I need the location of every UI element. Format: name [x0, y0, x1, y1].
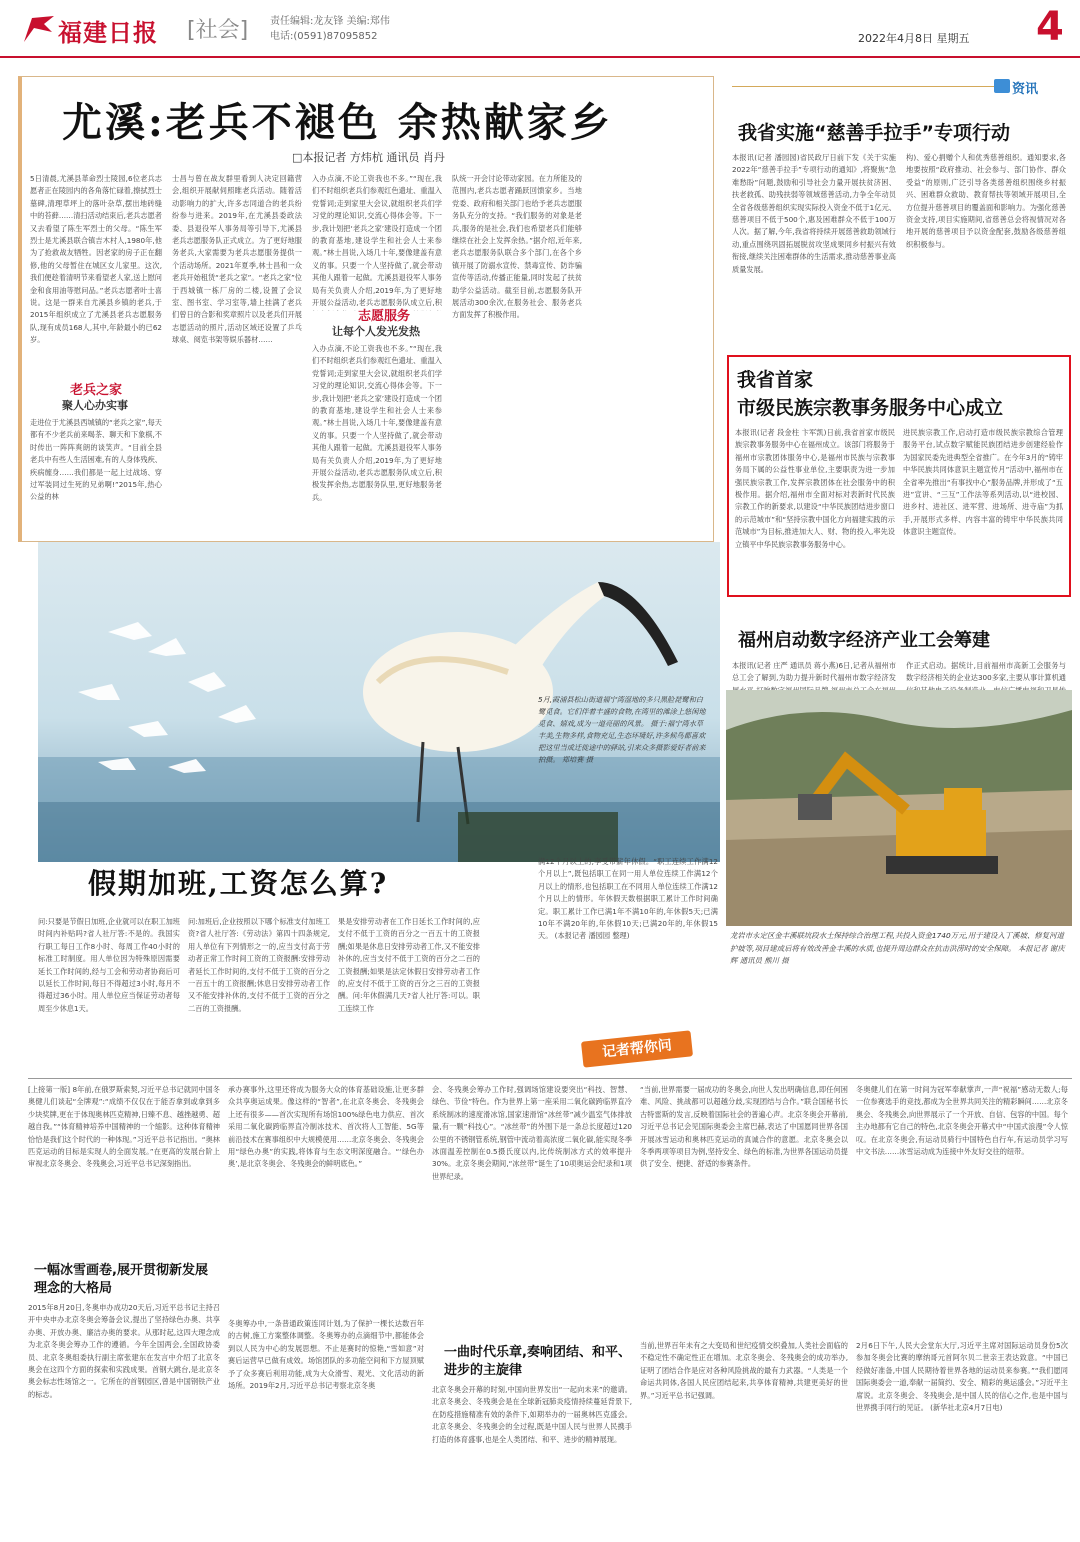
youxi-byline: □本报记者 方炜杭 通讯员 肖丹	[292, 151, 445, 164]
briefs-rule	[732, 86, 1004, 87]
lower-col3-top: 会、冬残奥会筹办工作时,强调场馆建设要突出“科技、智慧、绿色、节俭”特色。作为世界上第一座采用二氧化碳跨临界直冷系统制冰的速度滑冰馆,国家速滑馆“冰丝带”减少温室气体排放量,有一颗“科技心”。“冰丝带”的外围下是一条总长度超过120公里的不锈钢管系统,钢管中流动着高浓度二氧化碳,能实现冬季冰面温差控制在0.5摄氏度以内,比传统制冰方式的效率提升30%。北京冬奥会期间,“冰丝带”诞生了10项奥运会纪录和1项世界纪录。	[432, 1085, 632, 1181]
youxi-col1-bottom: 走进位于尤溪县西城镇的“老兵之家”,每天都有不少老兵前来喝茶、聊天和下象棋,不时传出一阵阵爽朗的谈笑声。“目前全县老兵中有些人生活困难,有的人身体残疾、疾病缠身……我们都是一起上过战场、穿过军装同过生死的兄弟啊!”2015年,热心公益的林	[30, 418, 162, 502]
section-divider	[28, 1078, 1072, 1079]
lower-col3-bottom: 北京冬奥会开幕的时刻,中国向世界发出“一起向未来”的邀请。北京冬奥会、冬残奥会是在全球新冠肺炎疫情持续蔓延背景下,在防疫措施精准有效的条件下,如期举办的一届奥林匹克盛会。北京冬奥会、冬残奥会的全过程,既是中国人民与世界人民携手打造的体育盛事,也是全人类团结、和平、进步的精神展现。	[432, 1385, 632, 1444]
lower-col2-bottom: 冬奥筹办中,一条普通政策连同计划,为了保护一棵长达数百年的古树,施工方案整体调整。冬奥筹办的点滴细节中,都能体会到以人民为中心的发展思想。不止是赛时的惊艳,“雪如意”对赛后运营早已做有成效。场馆团队的多功能空间和下方屋顶赋予了众多赛后利用功能,成为大众滑雪、观光、文化活动的新场所。2019年2月,习近平总书记考察北京冬奥	[228, 1319, 424, 1391]
lower-subheadline-2: 一曲时代乐章,奏响团结、和平、进步的主旋律	[444, 1345, 631, 1378]
construction-photo	[726, 690, 1072, 926]
youxi-col4: 队统一开会讨论带动家园。在力所能及的范围内,老兵志愿者踊跃回馈家乡。当地党委、政府和相关部门也给予老兵志愿服务队充分的支持。“我们服务的对象是老兵,服务的是社会,我们也希望老兵们能够继续在社会上发挥余热。”据介绍,近年来,老兵志愿服务队联合多个部门,在各个乡镇开展了防溺水宣传、禁毒宣传、防诈骗宣传等活动,传播正能量,同时发起了扶贫助学公益活动。截至目前,志愿服务队开展活动300余次,在服务社会、服务老兵方面发挥了积极作用。	[452, 174, 582, 320]
overtime-headline: 假期加班,工资怎么算?	[88, 867, 389, 900]
logo-text: 福建日报	[58, 18, 158, 47]
youxi-col2: 士昌与曾在战友群里看到人决定回籍营会,组织开展献伺照睢老兵活动。随着活动影响力的扩大,许多志同道合的老兵纷纷参与进来。2019年,在尤溪县委政法委、县退役军人事务局等引导下,尤溪县老兵志愿服务队正式成立。为了更好地服务老兵,大家需要为老兵志愿服务提供一个活动场所。2021年夏季,林士昌和一众老兵开始租赁“老兵之家”。“老兵之家”位于西城镇一栋厂房的二楼,设置了会议室、图书室、学习室等,墙上挂满了老兵们曾日的合影和奖章照片以及老兵们开展志愿活动的照片,活动区域还设置了乒乓球桌、阅览书架等娱乐器材……	[172, 174, 302, 345]
brief2-headline-line1: 我省首家	[737, 369, 814, 391]
brief1-body-cont: 构)、爱心捐赠个人和优秀慈善组织。通知要求,各地要按照“政府推动、社会参与、部门协作、群众受益”的原则,广泛引导各类慈善组织围绕乡村振兴、困难群众救助、教育帮扶等领域开展项目,全方位提升慈善项目的覆盖面和影响力。为强化慈善资金支持,项目实施期间,省慈善总会将视情况对各地开展的慈善项目予以资金配套,鼓励各级慈善组织积极参与。	[906, 153, 1066, 249]
overtime-col1: 问:只要是节假日加班,企业就可以在职工加班时间内补贴吗?省人社厅答:不是的。我国实行职工每日工作8小时、每周工作40小时的标准工时制度。用人单位因为特殊原因需要延长工作时间的,经与工会和劳动者协商后可以延长工作时间,每日不得超过3小时,每月不得超过36小时。用人单位应当保证劳动者每周至少休息1天。	[38, 917, 180, 1013]
stamp-label: 记者帮你问	[601, 1037, 673, 1061]
editor-line: 责任编辑:龙友锋 美编:郑伟	[270, 16, 390, 27]
spoonbill-photo	[38, 542, 720, 862]
lower-col5-bottom: 2月6日下午,人民大会堂东大厅,习近平主席对国际运动员身份5次参加冬奥会比赛的摩纳哥元首阿尔贝二世亲王表达致意。“中国已经做好准备,中国人民期待着世界各地的运动员来参赛。”“我们愿同国际奥委会一道,奉献一届简约、安全、精彩的奥运盛会。”习近平主席说。北京冬奥会、冬残奥会,是中国人民的信心之作,也是中国与世界携手同行的见证。 (新华社北京4月7日电)	[856, 1341, 1068, 1413]
brief3-body: 本报讯(记者 庄严 通讯员 蒋小燕)6日,记者从福州市总工会了解到,为助力提升新时代福州市数字经济发	[732, 661, 896, 683]
bird-photo-caption: 5月,霞浦县松山街道福宁湾湿地的多只黑脸琵鹭和白鹭觅食。它们伴着丰盛的食物,在湾里的滩涂上悠闲地觅食、嬉戏,成为一道亮丽的风景。 摄于:福宁湾水草丰美,生物多样,食物充足,生态环境好,许多候鸟都喜欢把这里当成迁徙途中的驿站,引来众多摄影爱好者前来拍摄。 郑培赛 摄	[538, 695, 706, 764]
construction-photo-art	[726, 690, 1072, 926]
youxi-col3-top: 入办点滴,不论工资我也不多。”“现在,我们不时组织老兵们参观红色遗址、重温入党誓词;走到家里大会议,就组织老兵们学习党的理论知识,交流心得体会等。下一步,我计划把‘老兵之家’建设打造成一个团的教育基地,建设学生和社会人士来参观。”林士昌说,入场几十年,要像建盖有意义的事。只要一个人坚持做了,就会带动其他人跟着一起做。尤溪县退役军人事务局有关负责人介绍,2019年,为了更好地开展公益活动,老兵志愿服务队成立后,积	[312, 174, 442, 308]
section-tag: [社会]	[187, 18, 249, 43]
lower-col2-top: 承办赛事外,这里还将成为服务大众的体育基础设施,让更多群众共享奥运成果。像这样的“智者”,在北京冬奥会、冬残奥会上还有很多——首次实现所有场馆100%绿色电力供应、首次采用二氧化碳跨临界直冷制冰技术、首次将人工智能、5G等前沿技术在赛事组织中大规模使用……北京冬奥会、冬残奥会用“绿色办奥”的实践,将体育与生态文明深度融合。“‘绿色办奥’,是北京冬奥会、冬残奥会的鲜明底色。”	[228, 1085, 424, 1169]
youxi-col3-bottom: 入办点滴,不论工资我也不多。”“现在,我们不时组织老兵们参观红色遗址、重温入党誓词;走到家里大会议,就组织老兵们学习党的理论知识,交流心得体会等。下一步,我计划把‘老兵之家’建设打造成一个团的教育基地,建设学生和社会人士来参观。”林士昌说,入场几十年,要像建盖有意义的事。只要一个人坚持做了,就会带动其他人跟着一起做。尤溪县退役军人事务局有关负责人介绍,2019年,为了更好地开展公益活动,老兵志愿服务队成立后,积极发挥余热,志愿服务队里,更好地服务老兵。	[312, 344, 442, 502]
youxi-subdeck-2: 让每个人发光发热	[332, 325, 420, 338]
brief3-headline: 福州启动数字经济产业工会筹建	[738, 630, 990, 651]
brief3-body-cont: 作正式启动。据统计,目前福州市高新工会服务与数字经济相关的企业达300多家,主要从事计算机通	[906, 661, 1066, 683]
youxi-col1-top: 5日清晨,尤溪县革命烈士陵园,6位老兵志愿者正在陵园内的各角落忙碌着,擦拭烈士墓碑,清理草坪上的落叶杂草,摆出地砖缝中的苔藓……清扫活动结束后,老兵志愿者又去看望了陈生军烈士的父母。“陈生军烈士是尤溪县联合镇吉木村人,1980年,他为了抢救战友牺牲。因老家的房子正在翻修,他的父母暂住在城区女儿家里。这次,我们便趁着清明节来看望老人家,送上慰问金和食用油等慰问品。”老兵志愿者叶士喜说。这是一群来自尤溪县乡镇的老兵,于2015年组织成立了尤溪县老兵志愿服务队,现有成员168人,其中,年龄最小的已62岁。	[30, 174, 162, 345]
news-icon	[994, 79, 1010, 93]
brief2-headline-line2: 市级民族宗教事务服务中心成立	[737, 397, 1004, 419]
youxi-subhead-2: 志愿服务	[358, 309, 411, 324]
brief1-body: 本报讯(记者 潘园园)省民政厅日前下发《关于实施2022年“慈善手拉手”专项行动的通知》,将聚焦“急难愁盼”问题,鼓励和引导社会力量开展扶贫济困、扶老救孤、助残扶弱等领域慈善活动,力争全年动员全省各级慈善组织实现实际投入资金不低于1亿元、慈善项目不低于500个,惠及困难群众不低于100万人次。据了解,今年,我省将持续开展慈善救助领域行动,重点围绕巩固拓展脱贫攻坚成果同乡村振兴有效衔接,继续关注困难群体的生活需求,推动慈善事业高质量发展。	[732, 153, 896, 274]
overtime-col2: 问:加班后,企业按照以下哪个标准支付加班工资?省人社厅答:《劳动法》第四十四条规定,用人单位有下列情形之一的,应当支付高于劳动者正常工作时间工资的工资报酬:安排劳动者延长工作时间的,支付不低于工资的百分之一百五十的工资报酬;休息日安排劳动者工作又不能安排补休的,支付不低于工资的百分之二百的工资报酬。	[188, 917, 330, 1013]
youxi-subdeck-1: 聚人心办实事	[62, 399, 128, 412]
lower-col1-bottom: 2015年8月20日,冬奥申办成功20天后,习近平总书记主持召开中央申办北京冬奥会筹备会议,提出了坚持绿色办奥、共享办奥、开放办奥、廉洁办奥的要求。从那时起,这四大理念成为北京冬奥会筹办工作的遵循。今年全国两会,全国政协委员、北京冬奥组委执行副主席张建东在发言中介绍了北京冬奥会在这四个方面的探索和实践成果。首钢大跳台,是北京冬奥会标志性场馆之一。它所在的首钢园区,曾是中国钢铁产业的标志。	[28, 1303, 220, 1399]
reporter-qa-stamp	[581, 1030, 693, 1067]
brief2-body: 本报讯(记者 段金柱 卞军凯)日前,我省首家市级民族宗教事务服务中心在福州成立。该部门将服务于福州市宗教团体服务中心,是福州市民族与宗教事务局下属的公益性事业单位,主要职责为进一步加强民族宗教工作,发挥宗教团体在社会服务中的积极作用。据介绍,福州市全面对标对表新时代民族宗教工作的新要求,以建设“中华民族团结进步窗口的示范城市”和“坚持宗教中国化方向福建实践的示范城市”为目标,推进加大人、财、物的投入,率先设立镇平中华民族宗教事务服务中心。	[735, 428, 895, 549]
youxi-subhead-1: 老兵之家	[70, 383, 123, 398]
overtime-col3: 果是安排劳动者在工作日延长工作时间的,应支付不低于工资的百分之一百五十的工资报酬;如果是休息日安排劳动者工作,又不能安排补休的,应当支付不低于工资的百分之二百的工资报酬;如果是法定休假日安排劳动者工作的,应支付不低于工资的百分之三百的工资报酬。问:年休假满几天?省人社厅答:可以。职工连续工作	[338, 917, 480, 1013]
editor-credits	[270, 14, 390, 44]
briefs-label: 资讯	[1012, 82, 1039, 97]
page-number: 4	[1036, 4, 1064, 50]
highlight-frame	[727, 355, 1071, 597]
construction-photo-caption: 龙岩市永定区金丰溪联坑段水土保持综合治理工程,共投入资金1740万元,用于建设入丁溪坡、修复河道护坡等,项目建成后将有效改善金丰溪的水质,也提升周边群众在抗击洪涝时的安全保障。 本报记者 谢庆辉 通讯员 熊川 摄	[730, 931, 1065, 966]
brief2-body-cont: 进民族宗教工作,启动打造市级民族宗教综合管理服务平台,试点数字赋能民族团结进步创建经验作为国家民委先进典型全省推广。在今年3月的“铸牢中华民族共同体意识主题宣传月”活动中,福州市在全省率先推出“有事找中心”服务品牌,并形成了“五进”宣讲、“三互”工作法等系列活动,以“进校园、进乡村、进社区、进军营、进场所、进寺庙”为抓手,开展形式多样、内容丰富的铸牢中华民族共同体意识主题宣传。	[903, 428, 1063, 537]
lower-col4-top: “当前,世界需要一届成功的冬奥会,向世人发出明确信息,即任何困难、风险、挑战都可以超越分歧,实现团结与合作。”联合国秘书长古特雷斯的发言,反映着国际社会的普遍心声。北京冬奥会开幕前,习近平总书记会见国际奥委会主席巴赫,表达了中国愿同世界各国开展冰雪运动和奥林匹克运动的真诚合作的意愿。北京冬奥会以冬季两项等项目为例,坚持安全、绿色的标准,为世界各国运动员提供了安全、便捷、舒适的参赛条件。	[640, 1085, 848, 1169]
flag-logo-icon	[22, 14, 56, 44]
lower-col5-top: 冬奥健儿们在第一时间为冠军奉献掌声,一声“祝福”感动无数人;每一位参赛选手的竞技,都成为全世界共同关注的精彩瞬间……北京冬奥会、冬残奥会,向世界展示了一个开放、自信、包容的中国。每个主办地都有它自己的特色,北京冬奥会开幕式中“中国式浪漫”令人惊叹。在北京冬奥会,有运动员骑行中国特色自行车,有运动员学习写中文书法……冰雪运动成为连接中外友好交往的纽带。	[856, 1085, 1068, 1157]
briefs-header	[732, 78, 1062, 96]
lower-col4-bottom: 当前,世界百年未有之大变局和世纪疫情交织叠加,人类社会面临的不稳定性不确定性正在增加。北京冬奥会、冬残奥会的成功举办,证明了团结合作是应对各种风险挑战的最有力武器。“人类是一个命运共同体,各国人民应团结起来,共享体育精神,共建更美好的世界。”习近平总书记强调。	[640, 1341, 848, 1400]
lower-col1-top: [上接第一版] 8年前,在俄罗斯索契,习近平总书记就同中国冬奥健儿们谈起“全牌观”:“成绩不仅仅在于能否拿到或拿到多少块奖牌,更在于体现奥林匹克精神,日臻不息、越挫越勇、超越自我。”“体育精神培养中国精神的一个缩影。这种体育精神恰恰是我们这个时代的一种体现。”习近平总书记指出。“奥林匹克运动的目标是实现人的全面发展。”在更高的发展台阶上审视北京冬奥会、冬残奥会,习近平总书记深刻指出。	[28, 1085, 220, 1169]
phone-line: 电话:(0591)87095852	[270, 31, 378, 42]
youxi-headline: 尤溪:老兵不褪色 余热献家乡	[62, 99, 613, 146]
youxi-feature	[18, 76, 714, 542]
overtime-col4: 满12个月以上的,享受带薪年休假。“职工连续工作满12个月以上”,既包括职工在同一用人单位连续工作满12个月以上的情形,也包括职工在不同用人单位连续工作满12个月以上的情形。年休假天数根据职工累计工作时间确定。职工累计工作已满1年不满10年的,年休假5天;已满10年不满20年的,年休假10天;已满20年的,年休假15天。 (本报记者 潘园园 整理)	[538, 857, 718, 941]
issue-date: 2022年4月8日 星期五	[858, 32, 970, 45]
brief1-headline: 我省实施“慈善手拉手”专项行动	[738, 122, 1010, 144]
masthead	[0, 0, 1080, 58]
lower-subheadline-1: 一幅冰雪画卷,展开贯彻新发展理念的大格局	[34, 1263, 208, 1296]
newspaper-logo	[22, 12, 182, 46]
